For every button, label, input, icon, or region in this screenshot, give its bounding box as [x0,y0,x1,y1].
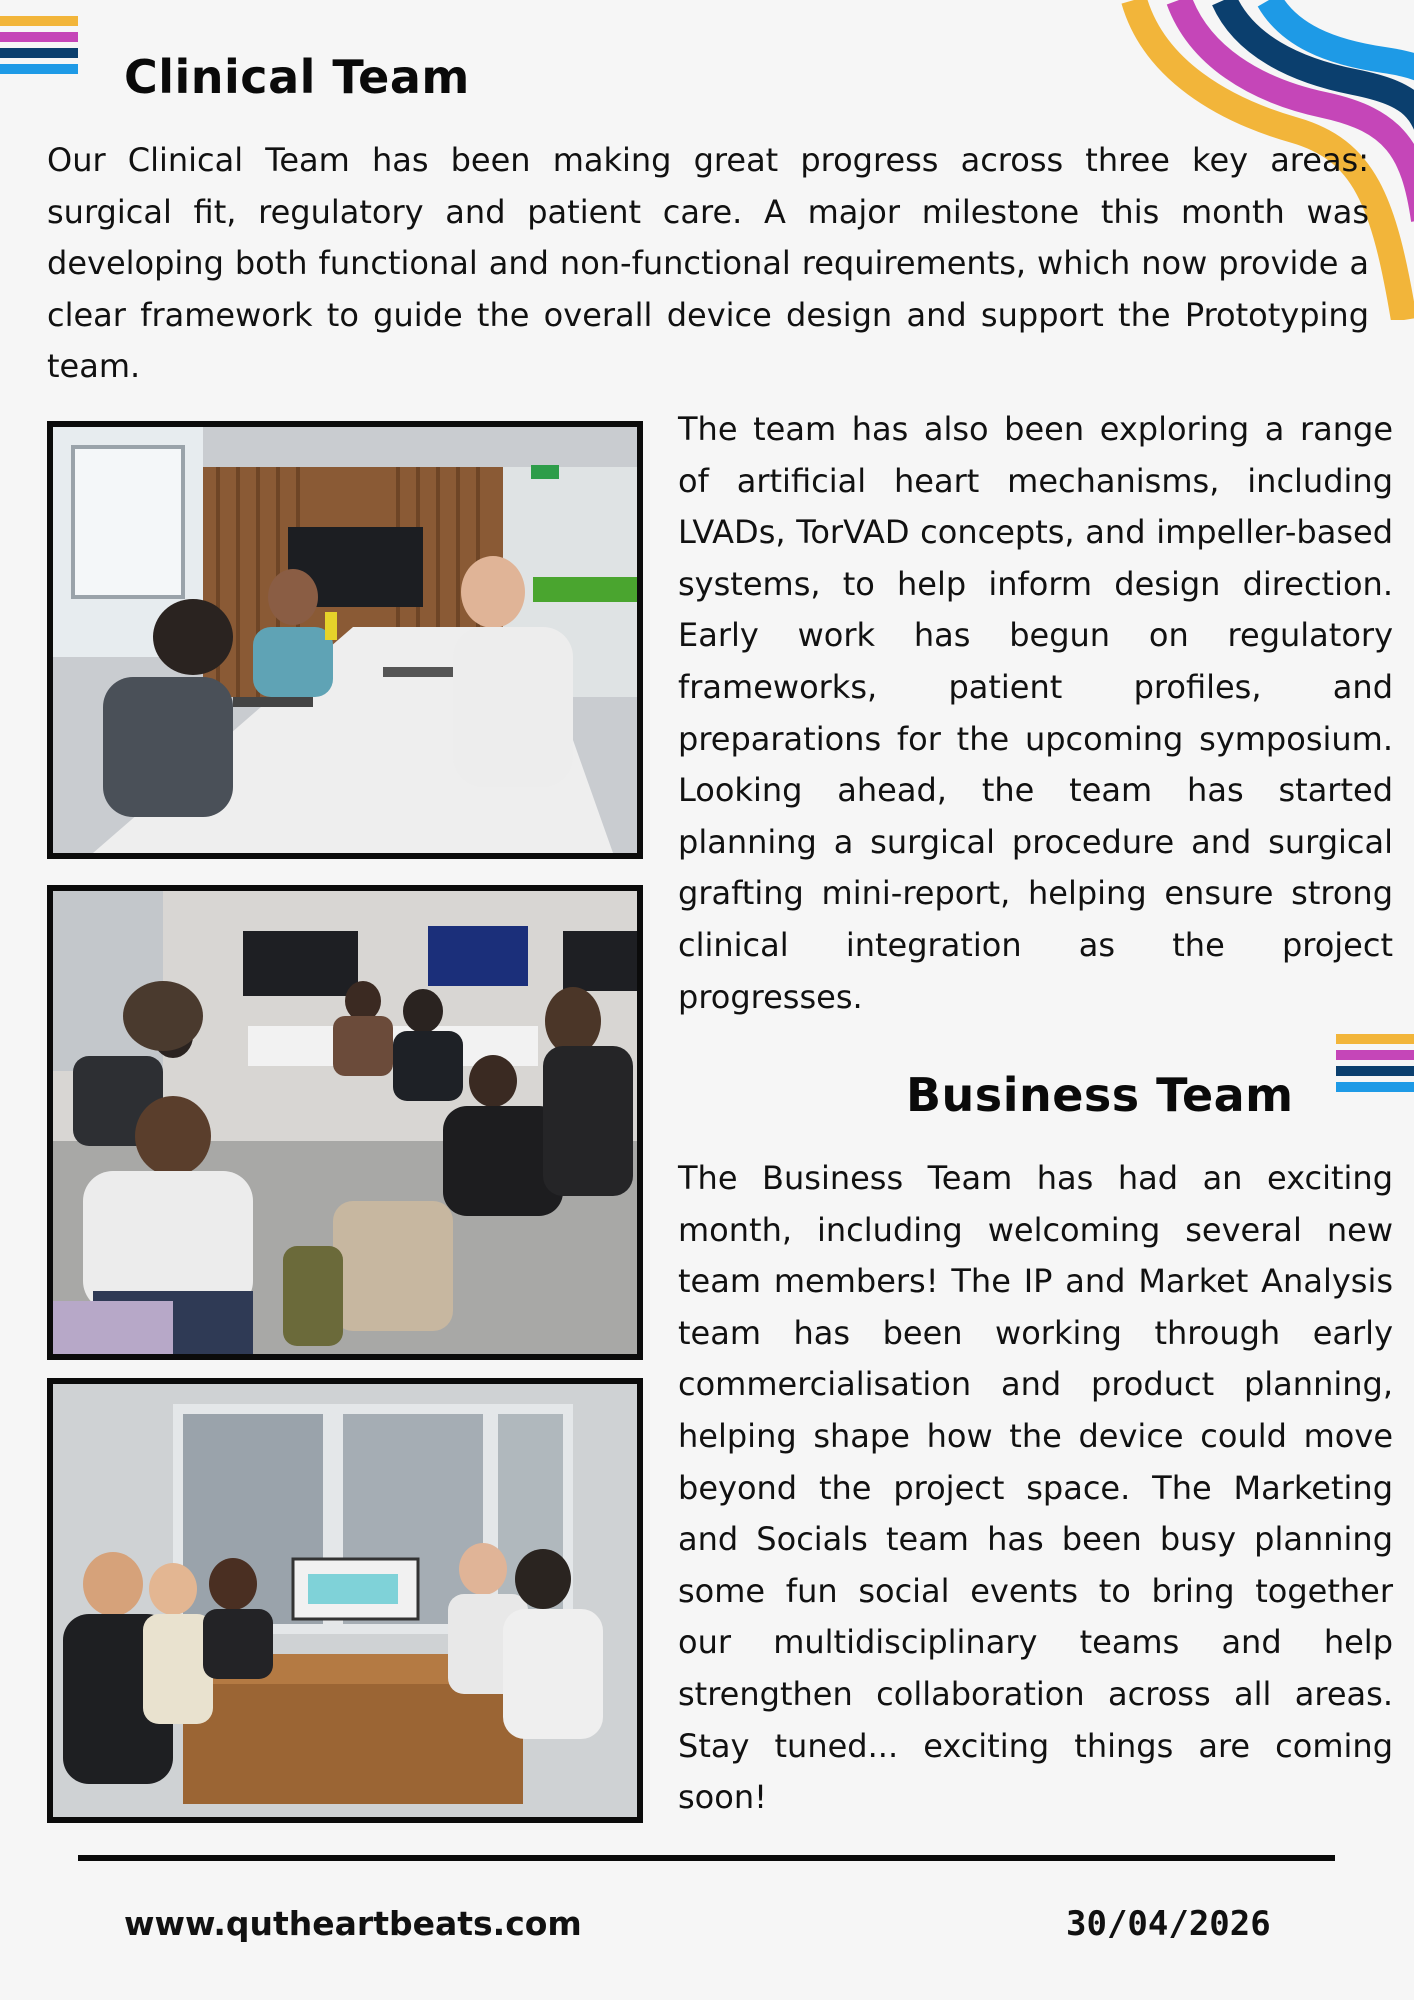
clinical-intro-paragraph: Our Clinical Team has been making great progress across three key areas: surgical fit, regulatory and patient care. A major milestone this month was developing both functional and non-functional requirements, which now provide a clear framework to guide the overall device design and support the Prototyping team. [47,141,1369,386]
team-circle-photo [47,885,643,1360]
business-team-heading: Business Team [906,1068,1294,1122]
website-link[interactable]: www.qutheartbeats.com [124,1904,582,1943]
footer-divider [78,1855,1335,1861]
stripes-decoration-left [0,16,78,80]
business-paragraph: The Business Team has had an exciting month, including welcoming several new team members! The IP and Market Analysis team has been working through early commercialisation and product planning, helping shape how the device could move beyond the project space. The Marketing and Socials team has been busy planning some fun social events to bring together our multidisciplinary teams and help strengthen collaboration across all areas. Stay tuned... exciting things are coming soon! [678,1159,1393,1817]
stripes-decoration-right [1336,1034,1414,1098]
clinical-detail-paragraph: The team has also been exploring a range of artificial heart mechanisms, including LVADs, TorVAD concepts, and impeller-based systems, to help inform design direction. Early work has begun on regulatory frameworks, patient profiles, and preparations for the upcoming symposium. Looking ahead, the team has started planning a surgical procedure and surgical grafting mini-report, helping ensure strong clinical integration as the project progresses. [678,410,1393,1016]
group-table-photo [47,1378,643,1823]
clinical-meeting-photo [47,421,643,859]
clinical-team-heading: Clinical Team [124,50,470,104]
issue-date: 30/04/2026 [1066,1904,1271,1944]
